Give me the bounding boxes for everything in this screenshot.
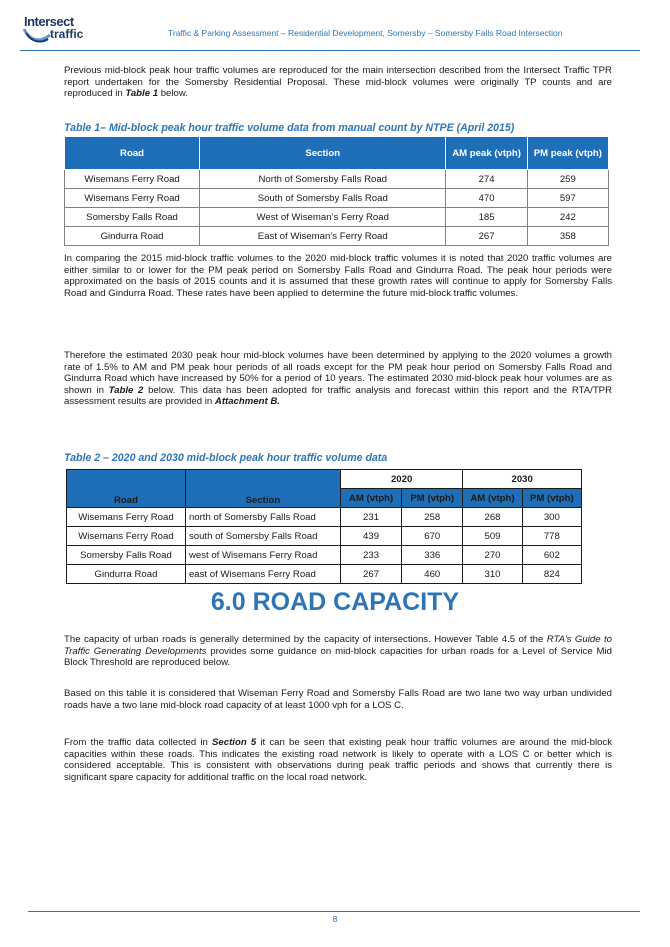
table2-header-am-2020: AM (vtph) <box>340 489 401 508</box>
table2-header-pm-2030: PM (vtph) <box>522 489 581 508</box>
logo-text-intersect: Intersect <box>24 14 74 29</box>
footer-divider <box>28 911 640 912</box>
section5-reference: Section 5 <box>212 737 257 748</box>
paragraph-capacity-tail: provides some guidance on mid-block capacities for urban roads for a Level of Service Mid Block Threshold are reproduced below. <box>64 645 612 669</box>
table1-reference: Table 1 <box>125 88 159 100</box>
table-row <box>67 546 582 565</box>
header-title: Traffic & Parking Assessment – Residential Development, Somersby – Somersby Falls Road Intersection <box>168 28 563 38</box>
table1-header-road: Road <box>65 137 200 170</box>
table-row <box>67 565 582 584</box>
table1-header-pm: PM peak (vtph) <box>527 137 608 170</box>
paragraph-capacity-text: The capacity of urban roads is generally determined by the capacity of intersections. However Table 4.5 of the <box>64 634 547 645</box>
table1-cell-pm: 597 <box>527 189 608 208</box>
table2-cell-section: west of Wisemans Ferry Road <box>185 546 340 565</box>
table2-cell-am-2030: 270 <box>463 546 522 565</box>
paragraph-capacity-conclusion <box>64 737 612 783</box>
table2-cell-am-2030: 268 <box>463 508 522 527</box>
table1-header-am: AM peak (vtph) <box>446 137 527 170</box>
page-number: 8 <box>332 914 338 924</box>
paragraph-growth-text: Therefore the estimated 2030 peak hour mid-block volumes have been determined by applying to the 2020 volumes a growth rate of 1.5% to AM and PM peak hour periods of all roads except for the PM peak hour period on Somersby Falls Road and Gindurra Road which have increased by 50% for a period of 10 years. The estimated 2030 mid-block peak hour volumes are as shown in <box>64 350 612 396</box>
table-row <box>65 208 609 227</box>
table2-cell-am-2020: 231 <box>340 508 401 527</box>
table2-cell-road: Wisemans Ferry Road <box>67 527 186 546</box>
paragraph-intro <box>64 65 612 100</box>
table1-cell-pm: 259 <box>527 170 608 189</box>
table1-cell-road: Gindurra Road <box>65 227 200 246</box>
table2-cell-road: Somersby Falls Road <box>67 546 186 565</box>
table2-cell-road: Gindurra Road <box>67 565 186 584</box>
table1-cell-am: 185 <box>446 208 527 227</box>
table1-cell-road: Wisemans Ferry Road <box>65 189 200 208</box>
table2-header-am-2030: AM (vtph) <box>463 489 522 508</box>
table1-cell-am: 267 <box>446 227 527 246</box>
table1-caption: Table 1– Mid-block peak hour traffic volume data from manual count by NTPE (April 2015) <box>64 122 515 134</box>
table2-header-pm-2020: PM (vtph) <box>402 489 463 508</box>
table-row <box>67 527 582 546</box>
paragraph-capacity-assessment: Based on this table it is considered that Wiseman Ferry Road and Somersby Falls Road are two lane two way urban undivided roads have a two lane mid-block road capacity of at least 1000 vph for a LOS C. <box>64 688 612 711</box>
table1-cell-am: 470 <box>446 189 527 208</box>
table-row <box>65 227 609 246</box>
table2-cell-pm-2020: 670 <box>402 527 463 546</box>
table-row <box>67 508 582 527</box>
table2-midblock-2020-2030 <box>66 469 582 584</box>
table2-cell-am-2020: 233 <box>340 546 401 565</box>
paragraph-conclusion-text: From the traffic data collected in <box>64 737 213 748</box>
intersect-traffic-logo <box>20 12 100 48</box>
table2-cell-pm-2030: 824 <box>522 565 581 584</box>
table1-header-section: Section <box>200 137 446 170</box>
table1-cell-section: West of Wiseman’s Ferry Road <box>200 208 446 227</box>
table1-cell-road: Wisemans Ferry Road <box>65 170 200 189</box>
paragraph-conclusion-tail: it can be seen that existing peak hour traffic volumes are around the mid-block capacities within these roads. This indicates the existing road network is likely to operate with a LOS C or better which is considered acceptable. This is consistent with observations during peak traffic periods and shows that currently there is significant spare capacity for additional traffic on the local road network. <box>64 737 612 783</box>
paragraph-intro-text: Previous mid-block peak hour traffic volumes are reproduced for the main intersection described from the Intersect Traffic TPR report undertaken for the Somersby Residential Proposal. These mid-block volumes were originally TP counts and are reproduced in <box>64 65 612 100</box>
table1-cell-pm: 242 <box>527 208 608 227</box>
table1-cell-section: South of Somersby Falls Road <box>200 189 446 208</box>
logo-text-traffic: traffic <box>50 27 84 41</box>
table2-cell-pm-2030: 778 <box>522 527 581 546</box>
table2-cell-pm-2020: 460 <box>402 565 463 584</box>
table2-cell-road: Wisemans Ferry Road <box>67 508 186 527</box>
table2-cell-pm-2020: 258 <box>402 508 463 527</box>
table2-header-section: Section <box>185 470 340 508</box>
table2-header-road: Road <box>67 470 186 508</box>
table1-cell-section: North of Somersby Falls Road <box>200 170 446 189</box>
table2-cell-section: east of Wisemans Ferry Road <box>185 565 340 584</box>
table1-midblock-2015 <box>64 136 609 246</box>
table2-year-row <box>67 470 582 489</box>
table-row <box>65 189 609 208</box>
paragraph-growth <box>64 350 612 408</box>
table2-cell-section: south of Somersby Falls Road <box>185 527 340 546</box>
paragraph-comparison: In comparing the 2015 mid-block traffic volumes to the 2020 mid-block traffic volumes it is noted that 2020 traffic volumes are either similar to or lower for the PM peak period on Somersby Falls Road and Gindurra Road. The peak hour periods were approximated on the basis of 2015 counts and it is assumed that these growth rates will continue to apply for Somersby Falls Road and Gindurra Road. These rates have been applied to determine the future mid-block traffic volumes. <box>64 253 612 299</box>
table2-cell-am-2030: 509 <box>463 527 522 546</box>
table2-cell-section: north of Somersby Falls Road <box>185 508 340 527</box>
table2-cell-am-2020: 267 <box>340 565 401 584</box>
table1-header-row <box>65 137 609 170</box>
table1-cell-road: Somersby Falls Road <box>65 208 200 227</box>
table2-header-year-2030: 2030 <box>463 470 582 489</box>
logo-swoosh-icon <box>22 27 52 45</box>
table2-cell-pm-2020: 336 <box>402 546 463 565</box>
table1-cell-section: East of Wiseman’s Ferry Road <box>200 227 446 246</box>
table-row <box>65 170 609 189</box>
paragraph-growth-mid: below. This data has been adopted for traffic analysis and forecast within this report and the RTA/TPR assessment results are provided in <box>64 384 613 408</box>
table2-reference: Table 2 <box>108 384 144 396</box>
table2-cell-pm-2030: 602 <box>522 546 581 565</box>
table1-cell-pm: 358 <box>527 227 608 246</box>
table2-cell-pm-2030: 300 <box>522 508 581 527</box>
rta-guide-reference: RTA’s Guide to Traffic Generating Developments <box>64 634 612 657</box>
paragraph-capacity-intro <box>64 634 612 669</box>
table2-cell-am-2030: 310 <box>463 565 522 584</box>
page-header <box>20 12 640 52</box>
paragraph-intro-tail: below. <box>158 88 188 100</box>
table2-caption: Table 2 – 2020 and 2030 mid-block peak hour traffic volume data <box>64 452 388 464</box>
table1-cell-am: 274 <box>446 170 527 189</box>
header-divider <box>20 50 640 51</box>
attachment-b-reference: Attachment B. <box>214 396 280 408</box>
table2-cell-am-2020: 439 <box>340 527 401 546</box>
section-heading-road-capacity: 6.0 ROAD CAPACITY <box>210 588 460 616</box>
table2-header-year-2020: 2020 <box>340 470 462 489</box>
